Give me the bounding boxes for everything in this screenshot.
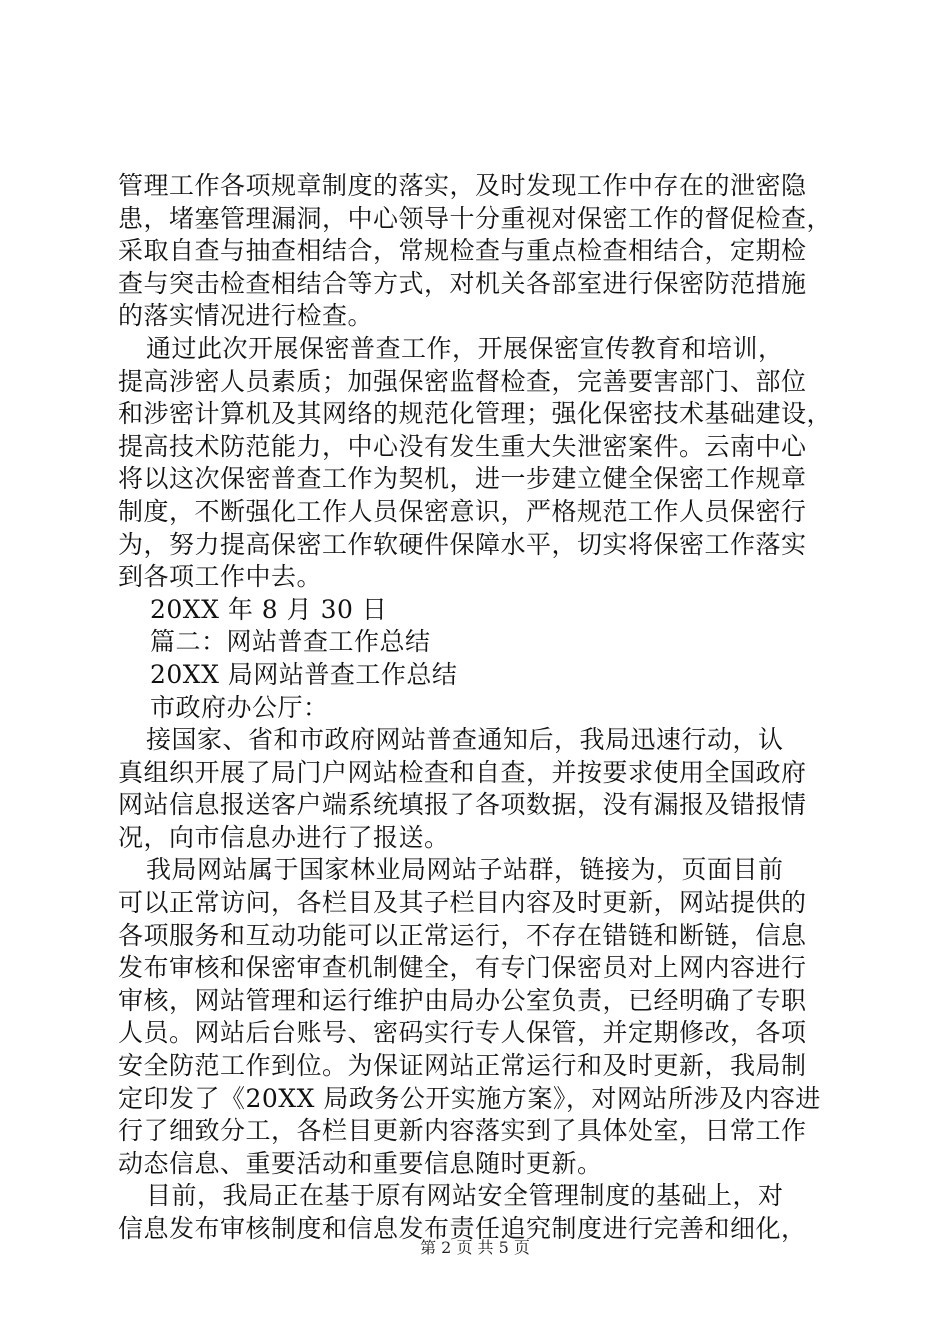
text-line: 各项服务和互动功能可以正常运行，不存在错链和断链，信息	[118, 920, 807, 950]
text-line: 况，向市信息办进行了报送。	[118, 822, 450, 852]
text-line: 行了细致分工，各栏目更新内容落实到了具体处室，日常工作	[118, 1116, 807, 1146]
text-line: 安全防范工作到位。为保证网站正常运行和及时更新，我局制	[118, 1051, 807, 1081]
text-line: 制度，不断强化工作人员保密意识，严格规范工作人员保密行	[118, 496, 807, 526]
text-line: 为，努力提高保密工作软硬件保障水平，切实将保密工作落实	[118, 529, 807, 559]
addressee: 市政府办公厅：	[150, 692, 329, 722]
page-footer: 第 2 页 共 5 页	[420, 1238, 530, 1257]
text-line: 人员。网站后台账号、密码实行专人保管，并定期修改，各项	[118, 1018, 807, 1048]
document-title: 20XX 局网站普查工作总结	[150, 659, 458, 689]
text-line: 采取自查与抽查相结合，常规检查与重点检查相结合，定期检	[118, 236, 807, 266]
text-line: 动态信息、重要活动和重要信息随时更新。	[118, 1148, 603, 1178]
text-line: 通过此次开展保密普查工作，开展保密宣传教育和培训，	[146, 333, 784, 363]
text-line: 管理工作各项规章制度的落实，及时发现工作中存在的泄密隐	[118, 171, 807, 200]
text-line: 提高涉密人员素质；加强保密监督检查，完善要害部门、部位	[118, 366, 807, 396]
document-body	[118, 170, 838, 1246]
text-line: 真组织开展了局门户网站检查和自查，并按要求使用全国政府	[118, 757, 807, 787]
text-line: 患，堵塞管理漏洞，中心领导十分重视对保密工作的督促检查，	[118, 203, 833, 233]
text-line: 提高技术防范能力，中心没有发生重大失泄密案件。云南中心	[118, 431, 807, 461]
text-line: 信息发布审核制度和信息发布责任追究制度进行完善和细化，	[118, 1214, 807, 1243]
text-line: 网站信息报送客户端系统填报了各项数据，没有漏报及错报情	[118, 790, 807, 820]
text-line: 查与突击检查相结合等方式，对机关各部室进行保密防范措施	[118, 268, 807, 298]
text-line: 的落实情况进行检查。	[118, 301, 374, 331]
text-line: 和涉密计算机及其网络的规范化管理；强化保密技术基础建设，	[118, 399, 833, 429]
text-line: 目前，我局正在基于原有网站安全管理制度的基础上，对	[146, 1181, 784, 1211]
text-line: 接国家、省和市政府网站普查通知后，我局迅速行动，认	[146, 725, 784, 755]
text-line: 将以这次保密普查工作为契机，进一步建立健全保密工作规章	[118, 464, 807, 494]
text-line: 我局网站属于国家林业局网站子站群，链接为，页面目前	[146, 855, 784, 885]
text-line: 可以正常访问，各栏目及其子栏目内容及时更新，网站提供的	[118, 888, 807, 918]
section-heading: 篇二：网站普查工作总结	[150, 627, 431, 657]
text-line: 发布审核和保密审查机制健全，有专门保密员对上网内容进行	[118, 953, 807, 983]
text-line: 审核，网站管理和运行维护由局办公室负责，已经明确了专职	[118, 985, 807, 1015]
text-line: 到各项工作中去。	[118, 562, 323, 592]
date-line: 20XX 年 8 月 30 日	[150, 594, 388, 624]
text-line: 定印发了《20XX 局政务公开实施方案》，对网站所涉及内容进	[118, 1083, 821, 1113]
